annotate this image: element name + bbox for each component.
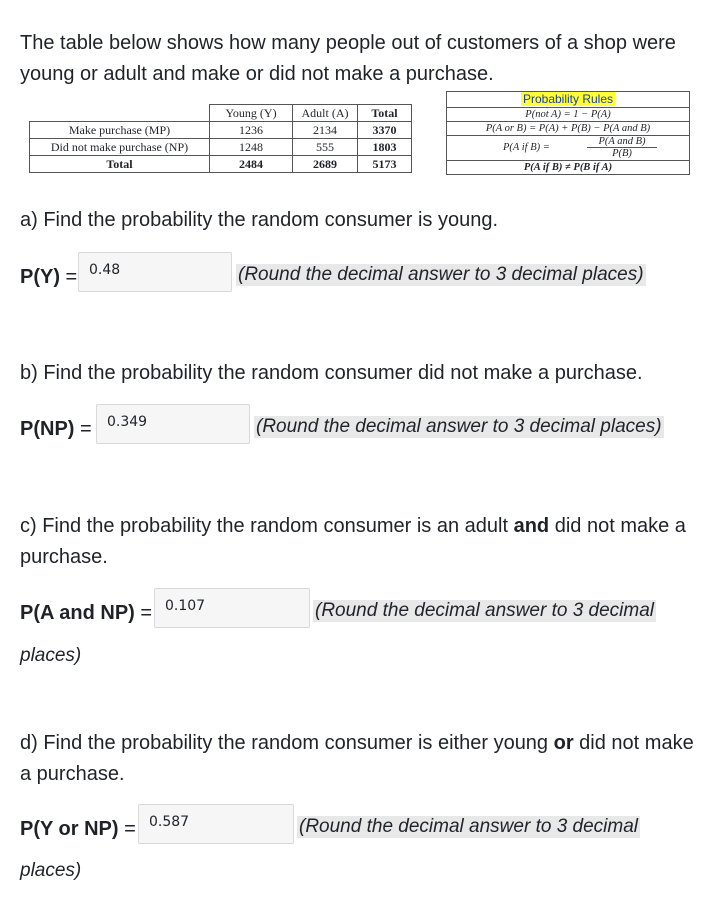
fraction-denominator: P(B) — [612, 148, 632, 159]
table-cell: 1236 — [210, 122, 293, 139]
answer-b-hint: (Round the decimal answer to 3 decimal places) — [256, 416, 662, 437]
equals-sign: = — [134, 602, 153, 624]
table-cell: Total — [30, 156, 210, 173]
keyword-or: or — [553, 732, 574, 754]
table-cell: Did not make purchase (NP) — [30, 139, 210, 156]
answer-a-hint: (Round the decimal answer to 3 decimal places) — [238, 264, 644, 285]
contingency-table — [29, 104, 412, 173]
table-header-cell — [30, 105, 210, 122]
table-header-row — [30, 105, 412, 122]
answer-c-hint: (Round the decimal answer to 3 decimal — [315, 600, 655, 621]
probability-rules-box — [446, 91, 690, 175]
answer-d-hint: (Round the decimal answer to 3 decimal — [299, 816, 639, 837]
rules-title: Probability Rules — [522, 92, 614, 106]
problem-intro: The table below shows how many people out of customers of a shop were young or adult and make or did not make a purchase. — [20, 32, 676, 85]
question-b-text: b) Find the probability the random consumer did not make a purchase. — [20, 362, 643, 384]
question-d-text: d) Find the probability the random consumer is either young or did not make a purchase. — [20, 732, 694, 785]
table-cell: 1248 — [210, 139, 293, 156]
answer-b-symbol: P(NP) — [20, 418, 75, 440]
table-header-cell: Young (Y) — [210, 105, 293, 122]
question-c-text: c) Find the probability the random consumer is an adult and did not make a purchase. — [20, 515, 686, 568]
answer-a-label — [20, 266, 77, 289]
table-row — [30, 139, 412, 156]
table-row — [30, 156, 412, 173]
rule-conditional-lhs: P(A if B) = — [503, 142, 550, 153]
table-header-cell: Total — [358, 105, 412, 122]
answer-a-symbol: P(Y) — [20, 266, 60, 288]
table-cell: 2689 — [293, 156, 358, 173]
table-cell: 2134 — [293, 122, 358, 139]
equals-sign: = — [60, 266, 78, 288]
fraction-numerator: P(A and B) — [587, 136, 657, 148]
equals-sign: = — [118, 818, 136, 840]
rule-conditional-fraction — [587, 136, 657, 159]
answer-d-input[interactable]: 0.587 — [138, 804, 294, 844]
table-cell: Make purchase (MP) — [30, 122, 210, 139]
table-header-cell: Adult (A) — [293, 105, 358, 122]
answer-d-symbol: P(Y or NP) — [20, 818, 119, 840]
rule-not: P(not A) = 1 − P(A) — [447, 107, 689, 121]
keyword-and: and — [513, 515, 550, 537]
answer-b-label — [20, 418, 92, 441]
rule-conditional — [447, 135, 689, 160]
question-a-text: a) Find the probability the random consumer is young. — [20, 209, 499, 231]
answer-c-label — [20, 602, 152, 625]
table-cell: 3370 — [358, 122, 412, 139]
answer-c-hint-continued: places) — [20, 645, 82, 666]
table-cell: 555 — [293, 139, 358, 156]
answer-d-label — [20, 818, 136, 841]
table-row — [30, 122, 412, 139]
answer-a-input[interactable]: 0.48 — [78, 252, 232, 292]
rule-or: P(A or B) = P(A) + P(B) − P(A and B) — [447, 121, 689, 135]
answer-c-input[interactable]: 0.107 — [154, 588, 310, 628]
rule-inequality: P(A if B) ≠ P(B if A) — [447, 160, 689, 174]
table-cell: 1803 — [358, 139, 412, 156]
equals-sign: = — [74, 418, 92, 440]
answer-b-input[interactable]: 0.349 — [96, 404, 250, 444]
table-cell: 5173 — [358, 156, 412, 173]
answer-c-symbol: P(A and NP) — [20, 602, 135, 624]
table-cell: 2484 — [210, 156, 293, 173]
answer-d-hint-continued: places) — [20, 860, 82, 881]
